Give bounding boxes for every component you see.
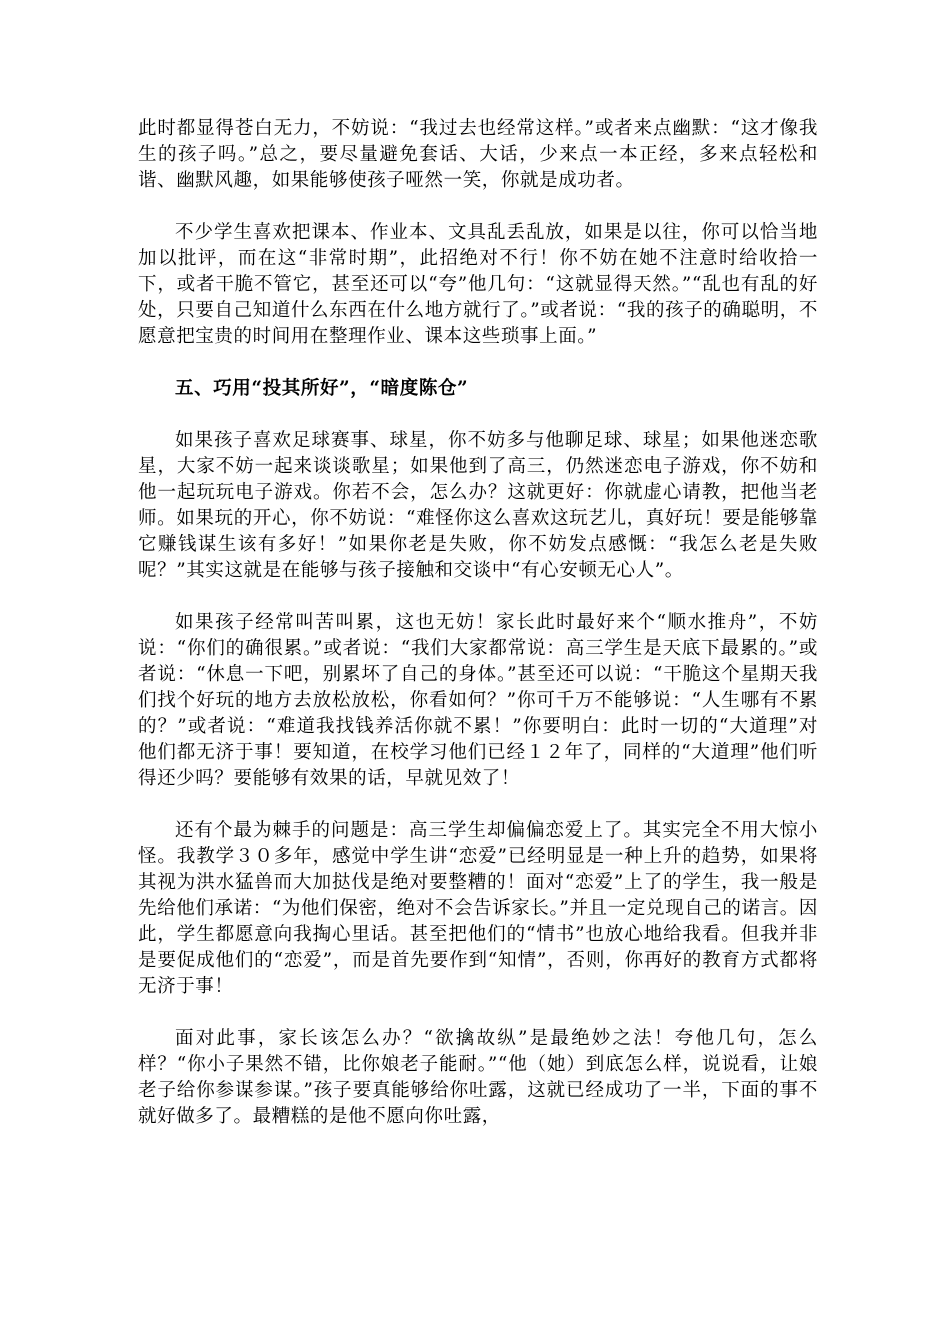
- paragraph-1: 此时都显得苍白无力，不妨说：“我过去也经常这样。”或者来点幽默：“这才像我生的孩子吗。”总之，要尽量避免套话、大话，少来点一本正经，多来点轻松和谐、幽默风趣，如果能够使孩子哑然一笑，你就是成功者。: [138, 118, 818, 191]
- paragraph-6: 面对此事，家长该怎么办？“欲擒故纵”是最绝妙之法！夸他几句，怎么样？“你小子果然不错，比你娘老子能耐。”“他（她）到底怎么样，说说看，让娘老子给你参谋参谋。”孩子要真能够给你吐露，这就已经成功了一半，下面的事不就好做多了。最糟糕的是他不愿向你吐露，: [138, 1028, 818, 1127]
- paragraph-4: 如果孩子经常叫苦叫累，这也无妨！家长此时最好来个“顺水推舟”，不妨说：“你们的确很累。”或者说：“我们大家都常说：高三学生是天底下最累的。”或者说：“休息一下吧，别累坏了自己的身体。”甚至还可以说：“干脆这个星期天我们找个好玩的地方去放松放松，你看如何？”你可千万不能够说：“人生哪有不累的？”或者说：“难道我找钱养活你就不累！”你要明白：此时一切的“大道理”对他们都无济于事！要知道，在校学习他们已经１２年了，同样的“大道理”他们听得还少吗？要能够有效果的话，早就见效了！: [138, 612, 818, 789]
- paragraph-2: 不少学生喜欢把课本、作业本、文具乱丢乱放，如果是以往，你可以恰当地加以批评，而在这“非常时期”，此招绝对不行！你不妨在她不注意时给收拾一下，或者干脆不管它，甚至还可以“夸”他几句：“这就显得天然。”“乱也有乱的好处，只要自己知道什么东西在什么地方就行了。”或者说：“我的孩子的确聪明，不愿意把宝贵的时间用在整理作业、课本这些琐事上面。”: [138, 222, 818, 347]
- paragraph-5: 还有个最为棘手的问题是：高三学生却偏偏恋爱上了。其实完全不用大惊小怪。我教学３０多年，感觉中学生讲“恋爱”已经明显是一种上升的趋势，如果将其视为洪水猛兽而大加挞伐是绝对要整糟的！面对“恋爱”上了的学生，我一般是先给他们承诺：“为他们保密，绝对不会告诉家长。”并且一定兑现自己的诺言。因此，学生都愿意向我掏心里话。甚至把他们的“情书”也放心地给我看。但我并非是要促成他们的“恋爱”，而是首先要作到“知情”，否则，你再好的教育方式都将无济于事！: [138, 820, 818, 997]
- document-page: [138, 116, 818, 1156]
- section-heading: 五、巧用“投其所好”，“暗度陈仓”: [175, 378, 469, 399]
- paragraph-3: 如果孩子喜欢足球赛事、球星，你不妨多与他聊足球、球星；如果他迷恋歌星，大家不妨一起来谈谈歌星；如果他到了高三，仍然迷恋电子游戏，你不妨和他一起玩玩电子游戏。你若不会，怎么办？这就更好：你就虚心请教，把他当老师。如果玩的开心，你不妨说：“难怪你这么喜欢这玩艺儿，真好玩！要是能够靠它赚钱谋生该有多好！”如果你老是失败，你不妨发点感慨：“我怎么老是失败呢？”其实这就是在能够与孩子接触和交谈中“有心安顿无心人”。: [138, 430, 818, 581]
